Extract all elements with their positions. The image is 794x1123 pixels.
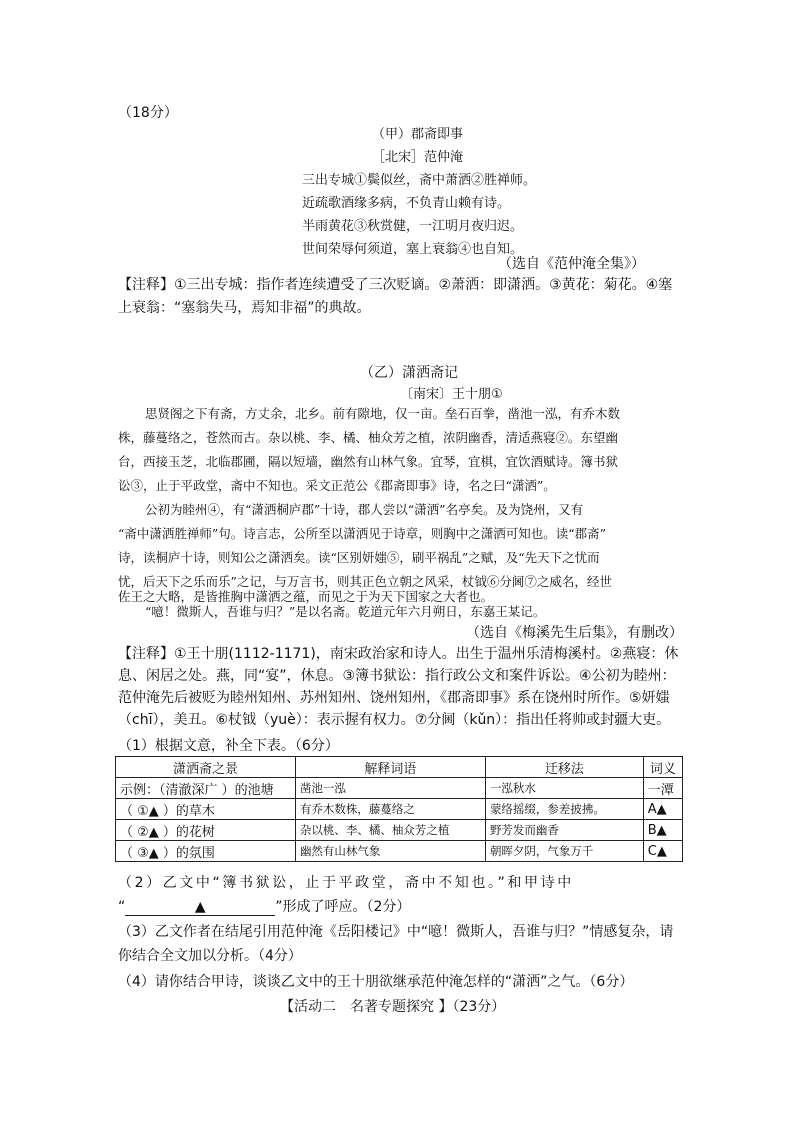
table-cell: 有乔木数株，藤蔓络之 [295,799,485,820]
table-cell: 凿池一泓 [295,778,485,799]
prose-line: 讼③，止于平政堂，斋中不知也。采文正范公《郡斋即事》诗，名之曰“潇洒”。 [118,478,556,493]
prose-line: 忧，后天下之乐而乐”之记，与万言书，则其正色立朝之风采，杖钺⑥分阃⑦之威名，经世 [118,574,612,589]
poem-line: 近疏歌酒缘多病，不负青山赖有诗。 [302,196,511,211]
poem-title: （甲）郡斋即事 [372,127,464,142]
prose-line: 佐王之大略，是皆推胸中潇洒之蕴，而见之于为天下国家之大者也。 [118,589,494,604]
table-cell: （ ②▲ ）的花树 [116,820,296,841]
table-cell: 一潭 [643,778,682,799]
section-score: （18分） [118,105,178,121]
table-header-cell: 迁移法 [485,757,643,778]
question-2-tail: ”形成了呼应。（2分） [275,899,411,915]
prose-line: 诗，读桐庐十诗，则知公之潇洒矣。读“区别妍媸⑤，刷平祸乱”之赋，及“先天下之忧而 [118,550,600,565]
question-1: （1）根据文意，补全下表。（6分） [118,738,339,754]
poem-source: （选自《范仲淹全集》） [498,256,645,272]
table-cell: 一泓秋水 [485,778,643,799]
poem-line: 世间荣辱何须道，塞上衰翁④也自知。 [302,242,524,257]
table-header-cell: 解释词语 [295,757,485,778]
poem-author: ［北宋］范仲淹 [372,150,464,165]
table-cell: A▲ [643,799,682,820]
table-cell: （ ③▲ ）的氛围 [116,841,296,862]
prose-line: 株，藤蔓络之，苍然而古。杂以桃、李、橘、柚众芳之植，浓阴幽香，清适燕寝②。东望幽 [118,430,619,445]
table-cell: 朝晖夕阴，气象万千 [485,841,643,862]
table-cell: （ ①▲ ）的草木 [116,799,296,820]
poem-line: 半雨黄花③秋赏健，一江明月夜归迟。 [302,219,524,234]
table-cell: 蒙络摇缀，参差披拂。 [485,799,643,820]
table-cell: 杂以桃、李、橘、柚众芳之植 [295,820,485,841]
poem-note-line: 上衰翁：“塞翁失马，焉知非福”的典故。 [118,300,371,316]
prose-source: （选自《梅溪先生后集》，有删改） [466,625,683,641]
answer-table [115,756,683,862]
quote-open: “ [118,899,126,915]
table-cell: 野芳发而幽香 [485,820,643,841]
question-2-answer [118,896,410,916]
prose-line: 思贤阁之下有斋，方丈余，北乡。前有隙地，仅一亩。垒石百拳，凿池一泓，有乔木数 [145,406,621,421]
question-3-line: （3）乙文作者在结尾引用范仲淹《岳阳楼记》中“噫！微斯人，吾谁与归？”情感复杂，请 [118,924,674,940]
prose-line: “斋中潇洒胜禅师”句。诗言志，公所至以潇洒见于诗章，则胸中之潇洒可知也。读“郡斋” [118,526,607,541]
table-header-cell: 词义 [643,757,682,778]
prose-line: 公初为睦州④，有“潇洒桐庐郡”十诗，郡人尝以“潇洒”名亭矣。及为饶州，又有 [145,502,584,517]
prose-note-line: 范仲淹先后被贬为睦州知州、苏州知州、饶州知州，《郡斋即事》系在饶州时所作。⑤妍媸 [118,690,670,706]
table-row [116,841,683,862]
answer-blank[interactable]: ▲ [125,899,275,916]
question-4: （4）请你结合甲诗，谈谈乙文中的王十朋欲继承范仲淹怎样的“潇洒”之气。（6分） [118,974,634,990]
table-header-row [116,757,683,778]
poem-line: 三出专城①鬓似丝，斋中萧洒②胜禅师。 [302,173,537,188]
question-2-line: （2）乙文中“簿书狱讼，止于平政堂，斋中不知也。”和甲诗中 [118,875,574,891]
prose-title: （乙）潇洒斋记 [360,365,458,381]
prose-note-line: （chī），美丑。⑥杖钺（yuè）：表示握有权力。⑦分阃（kǔn）：指出任将帅或封疆大吏。 [118,712,671,728]
prose-note-line: 息、闲居之处。燕，同“宴”，休息。③簿书狱讼：指行政公文和案件诉讼。④公初为睦州： [118,668,676,684]
poem-note-line: 【注释】①三出专城：指作者连续遭受了三次贬谪。②萧洒：即潇洒。③黄花：菊花。④塞 [118,277,673,293]
prose-line: 台，西接玉芝，北临郡圃，隔以短墙，幽然有山林气象。宜琴，宜棋，宜饮酒赋诗。簿书狱 [118,454,619,469]
table-cell: 示例：（清澈深广 ）的池塘 [116,778,296,799]
table-row [116,799,683,820]
table-cell: B▲ [643,820,682,841]
table-cell: C▲ [643,841,682,862]
prose-author: 〔南宋〕王十朋① [400,387,503,402]
question-3-line: 你结合全文加以分析。（4分） [118,948,302,964]
prose-line: “噫！微斯人，吾谁与归？”是以名斋。乾道元年六月朔日，东嘉王某记。 [145,604,546,619]
table-row [116,778,683,799]
activity-heading: 【活动二 名著专题探究 】（23分） [280,999,506,1015]
table-row [116,820,683,841]
prose-note-line: 【注释】①王十朋(1112-1171)，南宋政治家和诗人。出生于温州乐清梅溪村。②燕寝：休 [118,646,679,662]
table-cell: 幽然有山林气象 [295,841,485,862]
table-header-cell: 潇洒斋之景 [116,757,296,778]
